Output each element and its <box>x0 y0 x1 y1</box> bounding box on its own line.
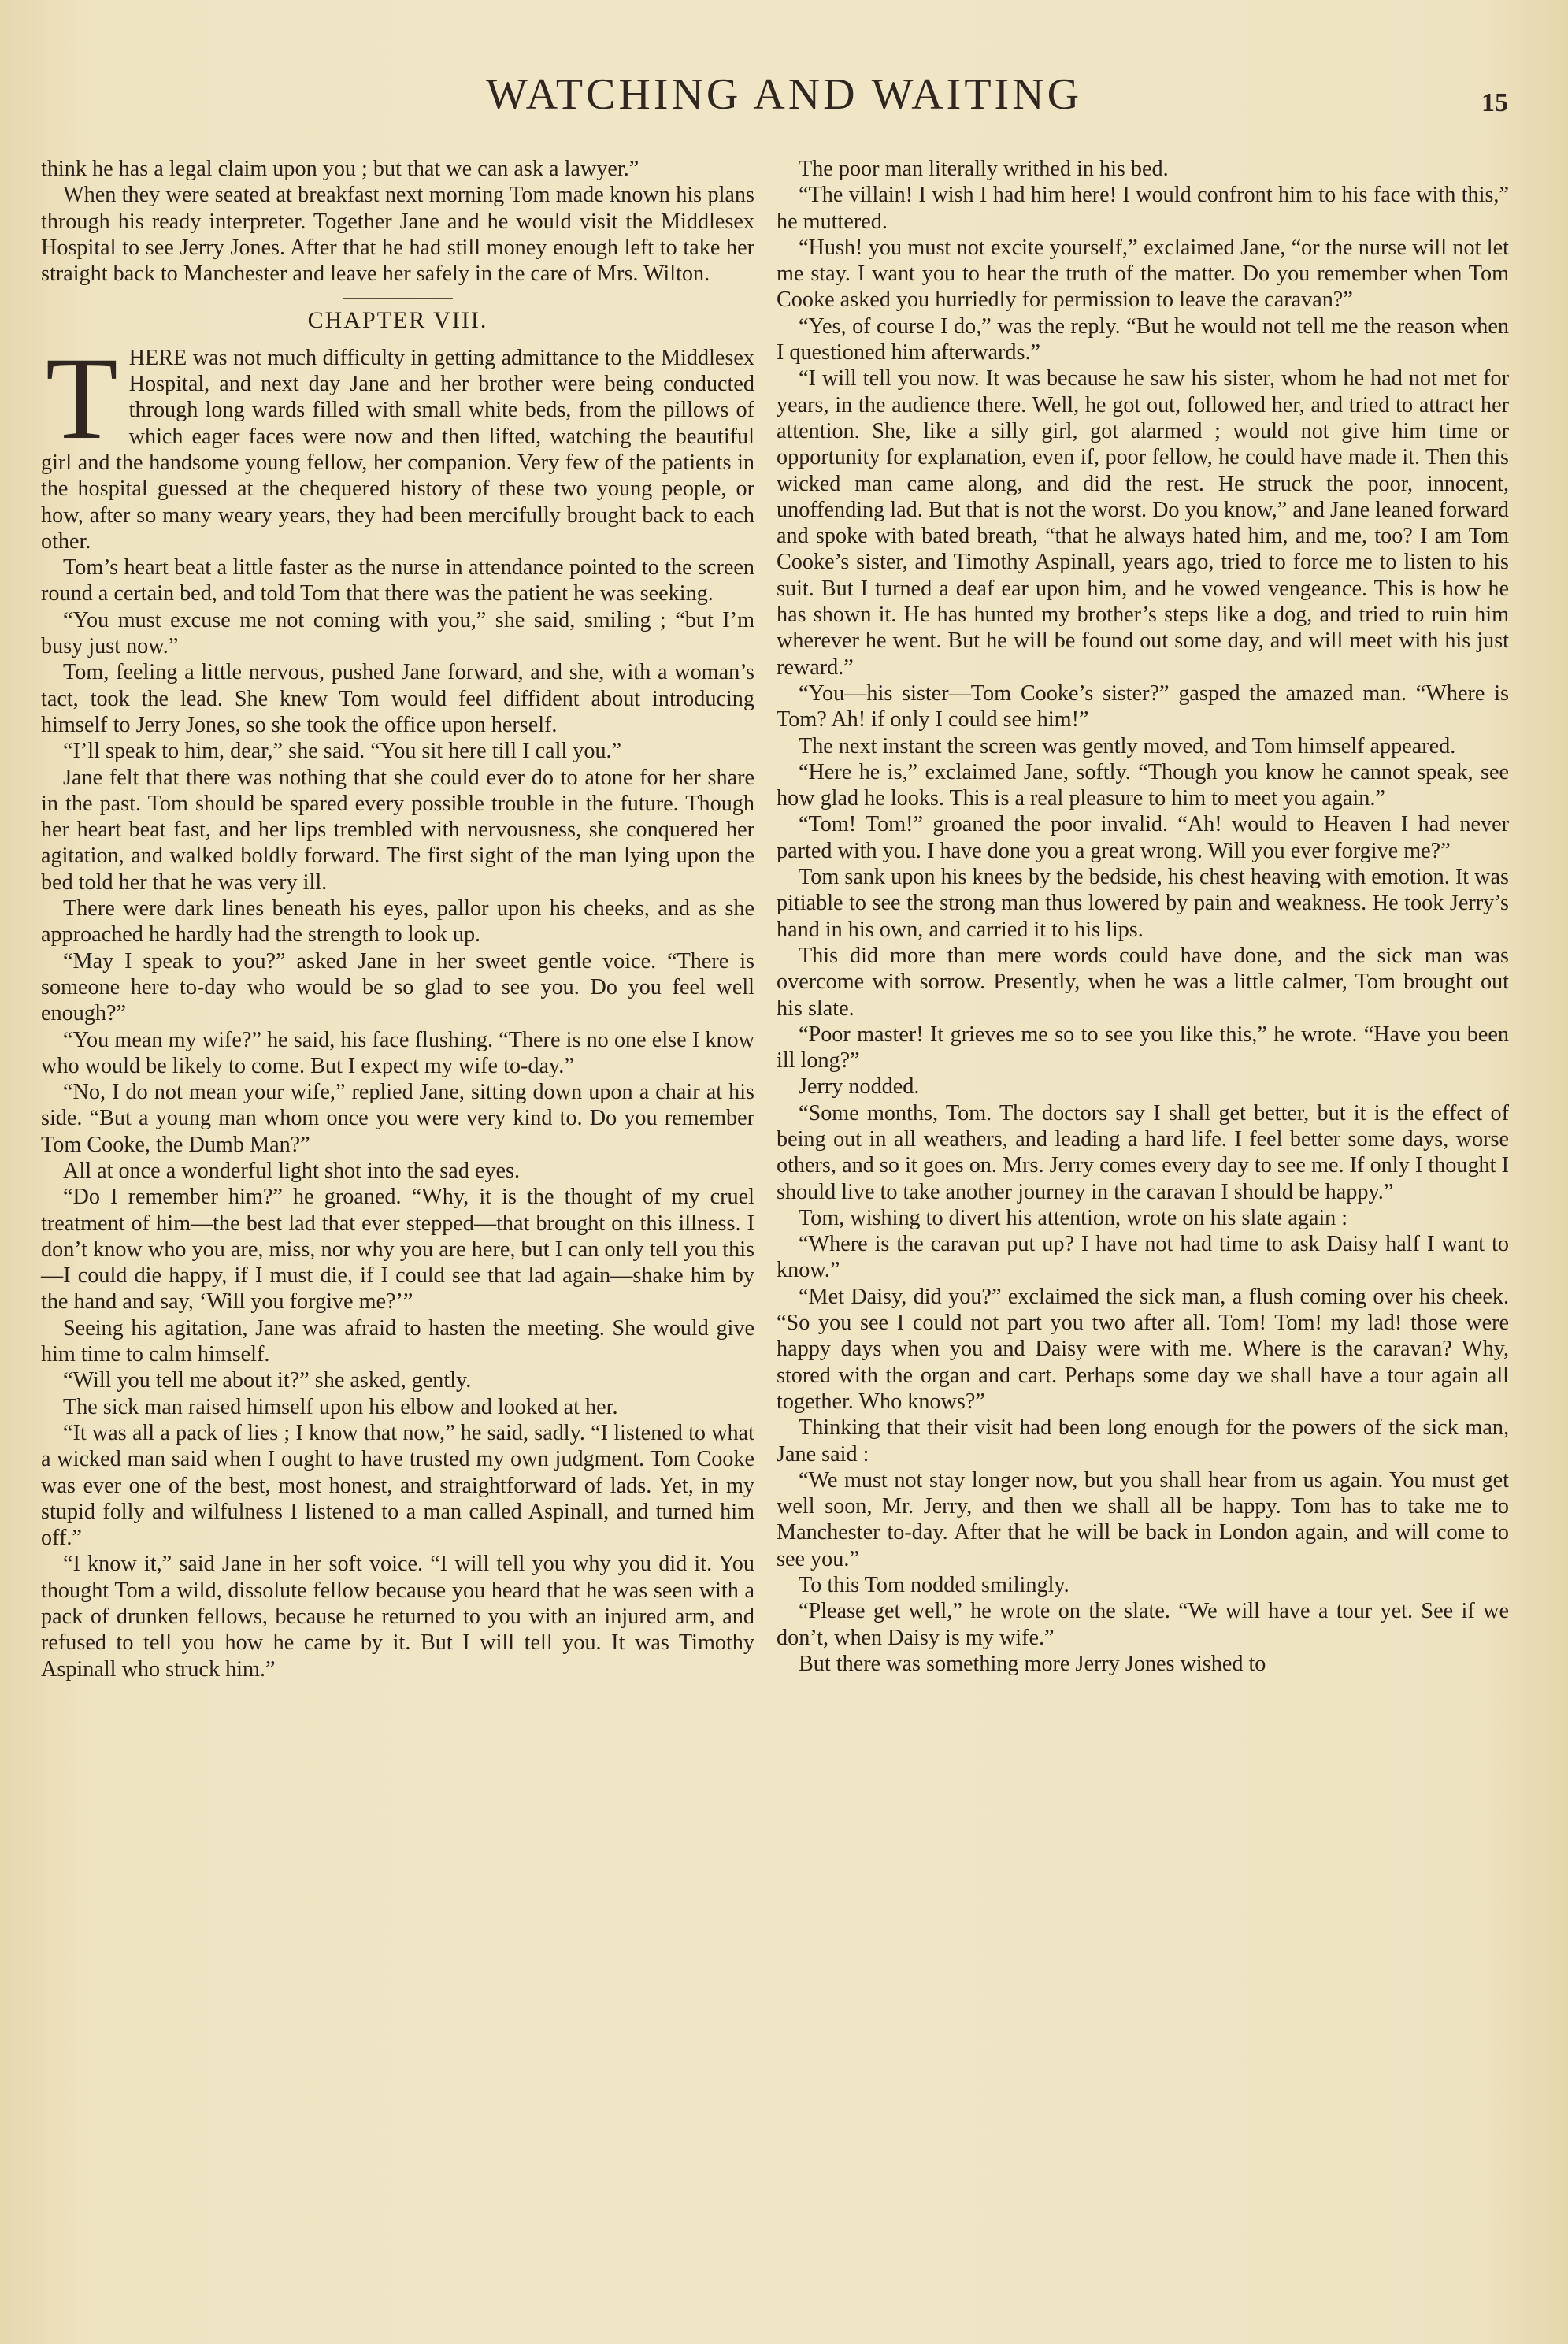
chapter-rule <box>343 298 453 299</box>
paragraph: Seeing his agitation, Jane was afraid to hasten the meeting. She would give him time to calm himself. <box>41 1315 754 1367</box>
paragraph: Tom’s heart beat a little faster as the nurse in attendance pointed to the screen round a certain bed, and told Tom that there was the patient he was seeking. <box>41 555 754 606</box>
paragraph: Thinking that their visit had been long enough for the powers of the sick man, Jane said : <box>777 1415 1509 1467</box>
paragraph: “Some months, Tom. The doctors say I shall get better, but it is the effect of being out in all weathers, and leading a hard life. I feel better some days, worse others, and so it goes on. Mrs. Jerry comes every day to see me. If only I thought I should live to take another journey in the caravan I should be happy.” <box>777 1100 1509 1204</box>
paragraph: The sick man raised himself upon his elbow and looked at her. <box>63 1394 618 1419</box>
paragraph: “You mean my wife?” he said, his face flushing. “There is no one else I know who would be likely to come. But I expect my wife to-day.” <box>41 1027 754 1078</box>
chapter-opening-paragraph <box>41 332 754 554</box>
paragraph: There were dark lines beneath his eyes, pallor upon his cheeks, and as she approached he hardly had the strength to look up. <box>41 896 754 948</box>
drop-cap: T <box>46 332 118 464</box>
left-column <box>41 156 754 1682</box>
paragraph: “The villain! I wish I had him here! I would confront him to his face with this,” he muttered. <box>777 183 1509 234</box>
paragraph: “Please get well,” he wrote on the slate. “We will have a tour yet. See if we don’t, when Daisy is my wife.” <box>777 1599 1509 1650</box>
opening-text: HERE was not much difficulty in getting admittance to the Middlesex Hospital, and next day Jane and her brother were being conducted through long wards filled with small white beds, from the pillows of which eager faces were now and then lifted, watching the beautiful girl and the handsome young fellow, her companion. Very few of the patients in the hospital guessed at the chequered history of these two young people, or how, after so many weary years, they had been mercifully brought back to each other. <box>41 345 754 554</box>
paragraph: Tom sank upon his knees by the bedside, his chest heaving with emotion. It was pitiable to see the strong man thus lowered by pain and weakness. He took Jerry’s hand in his own, and carried it to his lips. <box>777 865 1509 942</box>
paragraph: “Poor master! It grieves me so to see you like this,” he wrote. “Have you been ill long?” <box>777 1022 1509 1074</box>
paragraph: “Yes, of course I do,” was the reply. “But he would not tell me the reason when I questioned him afterwards.” <box>777 313 1509 365</box>
paragraph: “Where is the caravan put up? I have not had time to ask Daisy half I want to know.” <box>777 1232 1509 1283</box>
paragraph: “Do I remember him?” he groaned. “Why, it is the thought of my cruel treatment of him—the best lad that ever stepped—that brought on this illness. I don’t know who you are, miss, nor why you are here, but I can only tell you this—I could die happy, if I must die, if I could see that lad again—shake him by the hand and say, ‘Will you forgive me?’” <box>41 1185 754 1315</box>
paragraph: Tom, wishing to divert his attention, wrote on his slate again : <box>799 1205 1348 1230</box>
paragraph: “Hush! you must not excite yourself,” exclaimed Jane, “or the nurse will not let me stay. I want you to hear the truth of the matter. Do you remember when Tom Cooke asked you hurriedly for permission to leave the caravan?” <box>777 235 1509 313</box>
paragraph: “Met Daisy, did you?” exclaimed the sick man, a flush coming over his cheek. “So you see I could not part you two after all. Tom! Tom! my lad! those were happy days when you and Daisy were with me. Where is the caravan? Why, stored with the organ and cart. Perhaps some day we shall have a tour again all together. Who knows?” <box>777 1284 1509 1414</box>
paragraph: This did more than mere words could have done, and the sick man was overcome with sorrow. Presently, when he was a little calmer, Tom brought out his slate. <box>777 943 1509 1021</box>
paragraph: think he has a legal claim upon you ; but that we can ask a lawyer.” <box>41 157 639 181</box>
paragraph: To this Tom nodded smilingly. <box>799 1573 1069 1598</box>
paragraph: Tom, feeling a little nervous, pushed Jane forward, and she, with a woman’s tact, took the lead. She knew Tom would feel diffident about introducing himself to Jerry Jones, so she took the office upon herself. <box>41 660 754 737</box>
paragraph: “I’ll speak to him, dear,” she said. “You sit here till I call you.” <box>63 739 622 764</box>
paragraph: “I will tell you now. It was because he saw his sister, whom he had not met for years, in the audience there. Well, he got out, followed her, and tried to attract her attention. She, like a silly girl, got alarmed ; would not give him time or opportunity for explanation, even if, poor fellow, he could have made it. Then this wicked man came along, and did the rest. He struck the poor, innocent, unoffending lad. But that is not the worst. Do you know,” and Jane leaned forward and spoke with bated breath, “that he always hated him, and me, too? I am Tom Cooke’s sister, and Timothy Aspinall, years ago, tried to force me to listen to his suit. But I turned a deaf ear upon him, and he vowed vengeance. This is how he has shown it. He has hunted my brother’s steps like a dog, and tried to ruin him wherever he went. But he will be found out some day, and will meet with his just reward.” <box>777 366 1509 680</box>
paragraph: “You—his sister—Tom Cooke’s sister?” gasped the amazed man. “Where is Tom? Ah! if only I could see him!” <box>777 681 1509 732</box>
paragraph: The poor man literally writhed in his bed. <box>799 157 1169 181</box>
paragraph: “No, I do not mean your wife,” replied Jane, sitting down upon a chair at his side. “But a young man whom once you were very kind to. Do you remember Tom Cooke, the Dumb Man?” <box>41 1080 754 1157</box>
page-number: 15 <box>1481 88 1508 117</box>
paragraph: “Tom! Tom!” groaned the poor invalid. “Ah! would to Heaven I had never parted with you. I have done you a great wrong. Will you ever forgive me?” <box>777 812 1509 863</box>
paragraph: “Here he is,” exclaimed Jane, softly. “Though you know he cannot speak, see how glad he looks. This is a real pleasure to him to meet you again.” <box>777 759 1509 811</box>
right-column <box>777 156 1509 1677</box>
paragraph: “I know it,” said Jane in her soft voice. “I will tell you why you did it. You thought Tom a wild, dissolute fellow because you heard that he was seen with a pack of drunken fellows, because he returned to you with an injured arm, and refused to tell you how he came by it. But I will tell you. It was Timothy Aspinall who struck him.” <box>41 1552 754 1682</box>
paragraph: The next instant the screen was gently moved, and Tom himself appeared. <box>799 733 1456 758</box>
paragraph: All at once a wonderful light shot into the sad eyes. <box>63 1158 521 1183</box>
paragraph: “It was all a pack of lies ; I know that now,” he said, sadly. “I listened to what a wicked man said when I ought to have trusted my own judgment. Tom Cooke was ever one of the best, most honest, and straightforward of lads. Yet, in my stupid folly and wilfulness I listened to a man called Aspinall, and turned him off.” <box>41 1420 754 1551</box>
paragraph: Jerry nodded. <box>799 1074 920 1100</box>
paragraph: When they were seated at breakfast next morning Tom made known his plans through his ready interpreter. Together Jane and he would visit the Middlesex Hospital to see Jerry Jones. After that he had still money enough left to take her straight back to Manchester and leave her safely in the care of Mrs. Wilton. <box>41 183 754 287</box>
paragraph: “Will you tell me about it?” she asked, gently. <box>63 1368 472 1393</box>
paragraph: Jane felt that there was nothing that she could ever do to atone for her share in the past. Tom should be spared every possible trouble in the future. Though her heart beat fast, and her lips trembled with nervousness, she conquered her agitation, and walked boldly forward. The first sight of the man lying upon the bed told her that he was very ill. <box>41 765 754 895</box>
chapter-heading: CHAPTER VIII. <box>307 307 488 334</box>
paragraph: “We must not stay longer now, but you shall hear from us again. You must get well soon, Mr. Jerry, and then we shall all be happy. Tom has to take me to Manchester to-day. After that he will be back in London again, and will come to see you.” <box>777 1467 1509 1571</box>
paragraph: “You must excuse me not coming with you,” she said, smiling ; “but I’m busy just now.” <box>41 607 754 659</box>
running-title: WATCHING AND WAITING <box>485 70 1083 119</box>
paragraph: “May I speak to you?” asked Jane in her sweet gentle voice. “There is someone here to-day who would be so glad to see you. Do you feel well enough?” <box>41 948 754 1026</box>
paragraph: But there was something more Jerry Jones wished to <box>799 1651 1266 1676</box>
